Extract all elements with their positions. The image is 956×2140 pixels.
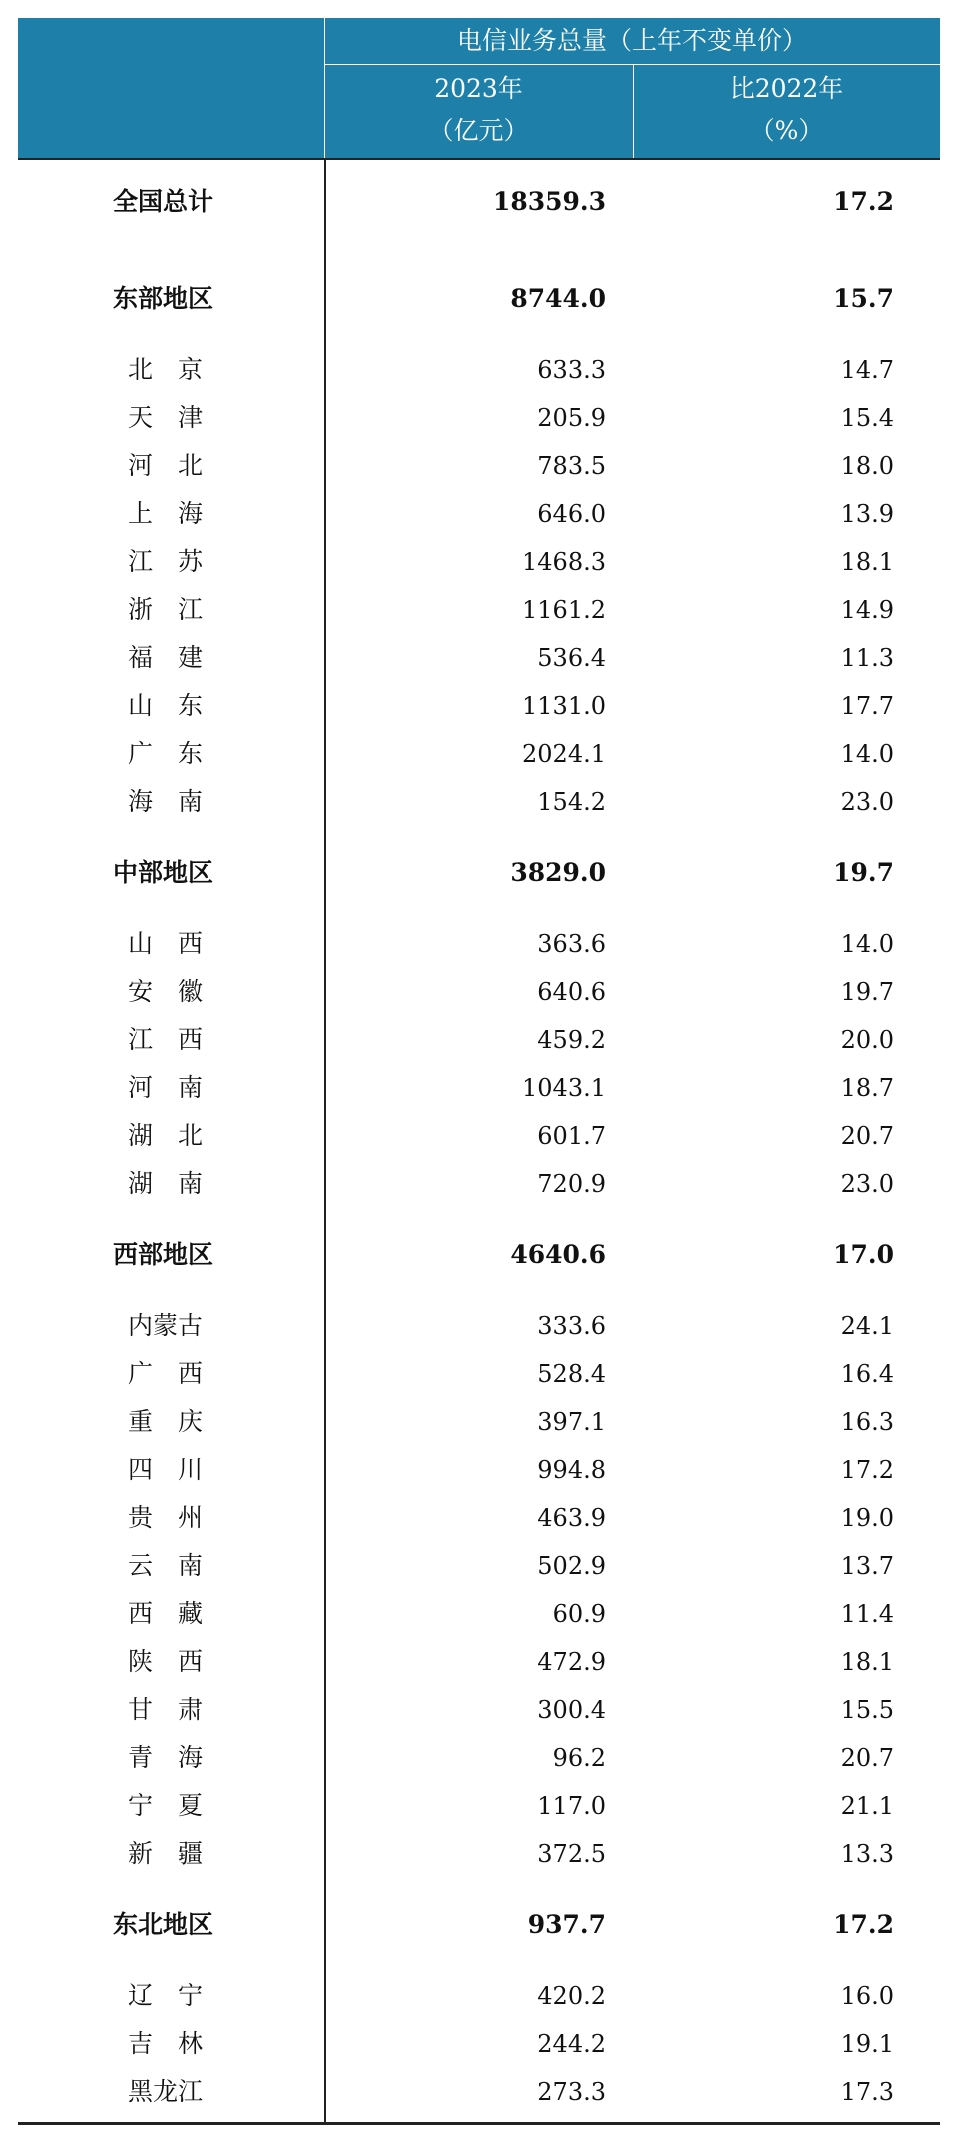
- region-name: 四 川: [128, 1455, 204, 1484]
- volume-value: 646.0: [537, 500, 606, 528]
- volume-value: 472.9: [537, 1648, 606, 1676]
- region-name: 湖 南: [128, 1169, 204, 1198]
- region-name: 湖 北: [128, 1121, 204, 1150]
- growth-value: 14.0: [840, 930, 894, 958]
- table-row: [18, 1830, 940, 1878]
- region-name: 江 西: [128, 1025, 204, 1054]
- growth-value: 23.0: [840, 1170, 894, 1198]
- table-row: [18, 1398, 940, 1446]
- table-row: [18, 920, 940, 968]
- table-row: [18, 1494, 940, 1542]
- table-bottom-rule: [18, 2122, 940, 2125]
- volume-value: 720.9: [537, 1170, 606, 1198]
- growth-value: 20.7: [840, 1744, 894, 1772]
- growth-value: 18.7: [840, 1074, 894, 1102]
- volume-value: 601.7: [537, 1122, 606, 1150]
- table-row: [18, 1064, 940, 1112]
- volume-value: 459.2: [537, 1026, 606, 1054]
- growth-value: 16.4: [840, 1360, 894, 1388]
- table-row: [18, 1016, 940, 1064]
- growth-value: 21.1: [840, 1792, 894, 1820]
- header-bottom-rule: [18, 158, 940, 160]
- region-name: 东北地区: [113, 1910, 214, 1939]
- region-name: 青 海: [128, 1743, 204, 1772]
- region-name: 海 南: [128, 787, 204, 816]
- table-row: [18, 682, 940, 730]
- growth-value: 11.3: [840, 644, 894, 672]
- growth-value: 13.9: [840, 500, 894, 528]
- header-col2-line1: 比2022年: [729, 74, 844, 103]
- volume-value: 8744.0: [510, 284, 606, 313]
- table-row: [18, 2068, 940, 2116]
- volume-value: 154.2: [537, 788, 606, 816]
- table-row: [18, 730, 940, 778]
- table-row: [18, 1590, 940, 1638]
- volume-value: 528.4: [537, 1360, 606, 1388]
- growth-value: 15.5: [840, 1696, 894, 1724]
- growth-value: 15.7: [833, 284, 894, 313]
- growth-value: 17.2: [833, 1910, 894, 1939]
- growth-value: 17.2: [840, 1456, 894, 1484]
- volume-value: 937.7: [527, 1910, 606, 1939]
- region-name: 浙 江: [128, 595, 204, 624]
- volume-value: 60.9: [552, 1600, 606, 1628]
- growth-value: 13.7: [840, 1552, 894, 1580]
- growth-value: 14.9: [840, 596, 894, 624]
- volume-value: 363.6: [537, 930, 606, 958]
- region-name: 西 藏: [128, 1599, 204, 1628]
- telecom-volume-table: [18, 18, 940, 2126]
- region-name: 陕 西: [128, 1647, 204, 1676]
- volume-value: 1043.1: [522, 1074, 606, 1102]
- table-row-summary: [18, 1901, 940, 1949]
- volume-value: 640.6: [537, 978, 606, 1006]
- volume-value: 783.5: [537, 452, 606, 480]
- growth-value: 19.7: [833, 858, 894, 887]
- table-row: [18, 1302, 940, 1350]
- region-name: 重 庆: [128, 1407, 204, 1436]
- growth-value: 19.7: [840, 978, 894, 1006]
- region-name: 内蒙古: [128, 1311, 204, 1340]
- table-row-summary: [18, 1231, 940, 1279]
- volume-value: 244.2: [537, 2030, 606, 2058]
- growth-value: 17.3: [840, 2078, 894, 2106]
- region-name: 新 疆: [128, 1839, 204, 1868]
- volume-value: 117.0: [537, 1792, 606, 1820]
- region-name: 辽 宁: [128, 1981, 204, 2010]
- growth-value: 14.7: [840, 356, 894, 384]
- region-name: 安 徽: [128, 977, 204, 1006]
- volume-value: 205.9: [537, 404, 606, 432]
- volume-value: 18359.3: [492, 187, 606, 216]
- table-header: [18, 18, 940, 158]
- table-row: [18, 346, 940, 394]
- header-col1-line2: （亿元）: [428, 116, 529, 145]
- region-name: 甘 肃: [128, 1695, 204, 1724]
- volume-value: 372.5: [537, 1840, 606, 1868]
- table-row: [18, 394, 940, 442]
- table-row: [18, 1446, 940, 1494]
- region-name: 河 北: [128, 451, 204, 480]
- table-row: [18, 1734, 940, 1782]
- table-row: [18, 968, 940, 1016]
- growth-value: 17.7: [840, 692, 894, 720]
- table-row: [18, 586, 940, 634]
- header-main-title: 电信业务总量（上年不变单价）: [456, 26, 807, 55]
- region-name: 全国总计: [113, 187, 214, 216]
- table-row: [18, 538, 940, 586]
- volume-value: 3829.0: [510, 858, 606, 887]
- table-row: [18, 1782, 940, 1830]
- region-name: 宁 夏: [128, 1791, 204, 1820]
- region-name: 山 西: [128, 929, 204, 958]
- region-name: 广 西: [128, 1359, 204, 1388]
- header-divider-horizontal: [324, 64, 940, 65]
- volume-value: 397.1: [537, 1408, 606, 1436]
- volume-value: 463.9: [537, 1504, 606, 1532]
- volume-value: 1468.3: [522, 548, 606, 576]
- table-row: [18, 1972, 940, 2020]
- table-row: [18, 634, 940, 682]
- volume-value: 1161.2: [522, 596, 606, 624]
- table-row: [18, 2020, 940, 2068]
- table-row: [18, 778, 940, 826]
- growth-value: 20.0: [840, 1026, 894, 1054]
- region-name: 河 南: [128, 1073, 204, 1102]
- table-row: [18, 1542, 940, 1590]
- region-name: 贵 州: [128, 1503, 204, 1532]
- growth-value: 20.7: [840, 1122, 894, 1150]
- region-name: 北 京: [128, 355, 204, 384]
- volume-value: 536.4: [537, 644, 606, 672]
- growth-value: 17.0: [833, 1240, 894, 1269]
- volume-value: 4640.6: [510, 1240, 606, 1269]
- volume-value: 300.4: [537, 1696, 606, 1724]
- volume-value: 2024.1: [522, 740, 606, 768]
- region-name: 中部地区: [113, 858, 214, 887]
- growth-value: 19.0: [840, 1504, 894, 1532]
- region-name: 上 海: [128, 499, 204, 528]
- growth-value: 24.1: [840, 1312, 894, 1340]
- growth-value: 23.0: [840, 788, 894, 816]
- region-name: 西部地区: [113, 1240, 214, 1269]
- volume-value: 1131.0: [522, 692, 606, 720]
- header-col1-line1: 2023年: [434, 74, 523, 103]
- growth-value: 15.4: [840, 404, 894, 432]
- table-row: [18, 490, 940, 538]
- growth-value: 11.4: [840, 1600, 894, 1628]
- volume-value: 333.6: [537, 1312, 606, 1340]
- volume-value: 96.2: [552, 1744, 606, 1772]
- volume-value: 633.3: [537, 356, 606, 384]
- growth-value: 18.1: [840, 1648, 894, 1676]
- table-row: [18, 1686, 940, 1734]
- table-row: [18, 1638, 940, 1686]
- growth-value: 18.0: [840, 452, 894, 480]
- volume-value: 502.9: [537, 1552, 606, 1580]
- volume-value: 994.8: [537, 1456, 606, 1484]
- table-row-summary: [18, 275, 940, 323]
- table-row: [18, 1350, 940, 1398]
- growth-value: 16.3: [840, 1408, 894, 1436]
- table-row-summary: [18, 849, 940, 897]
- region-name: 山 东: [128, 691, 204, 720]
- region-name: 吉 林: [128, 2029, 204, 2058]
- table-row: [18, 442, 940, 490]
- region-name: 云 南: [128, 1551, 204, 1580]
- volume-value: 273.3: [537, 2078, 606, 2106]
- growth-value: 14.0: [840, 740, 894, 768]
- header-col2-line2: （%）: [749, 116, 824, 145]
- region-name: 黑龙江: [128, 2077, 204, 2106]
- table-row: [18, 1112, 940, 1160]
- growth-value: 13.3: [840, 1840, 894, 1868]
- region-name: 天 津: [128, 403, 204, 432]
- region-name: 广 东: [128, 739, 204, 768]
- region-name: 江 苏: [128, 547, 204, 576]
- growth-value: 19.1: [840, 2030, 894, 2058]
- growth-value: 18.1: [840, 548, 894, 576]
- growth-value: 16.0: [840, 1982, 894, 2010]
- volume-value: 420.2: [537, 1982, 606, 2010]
- growth-value: 17.2: [833, 187, 894, 216]
- region-name: 福 建: [128, 643, 204, 672]
- table-row: [18, 1160, 940, 1208]
- region-name: 东部地区: [113, 284, 214, 313]
- table-row-summary: [18, 178, 940, 226]
